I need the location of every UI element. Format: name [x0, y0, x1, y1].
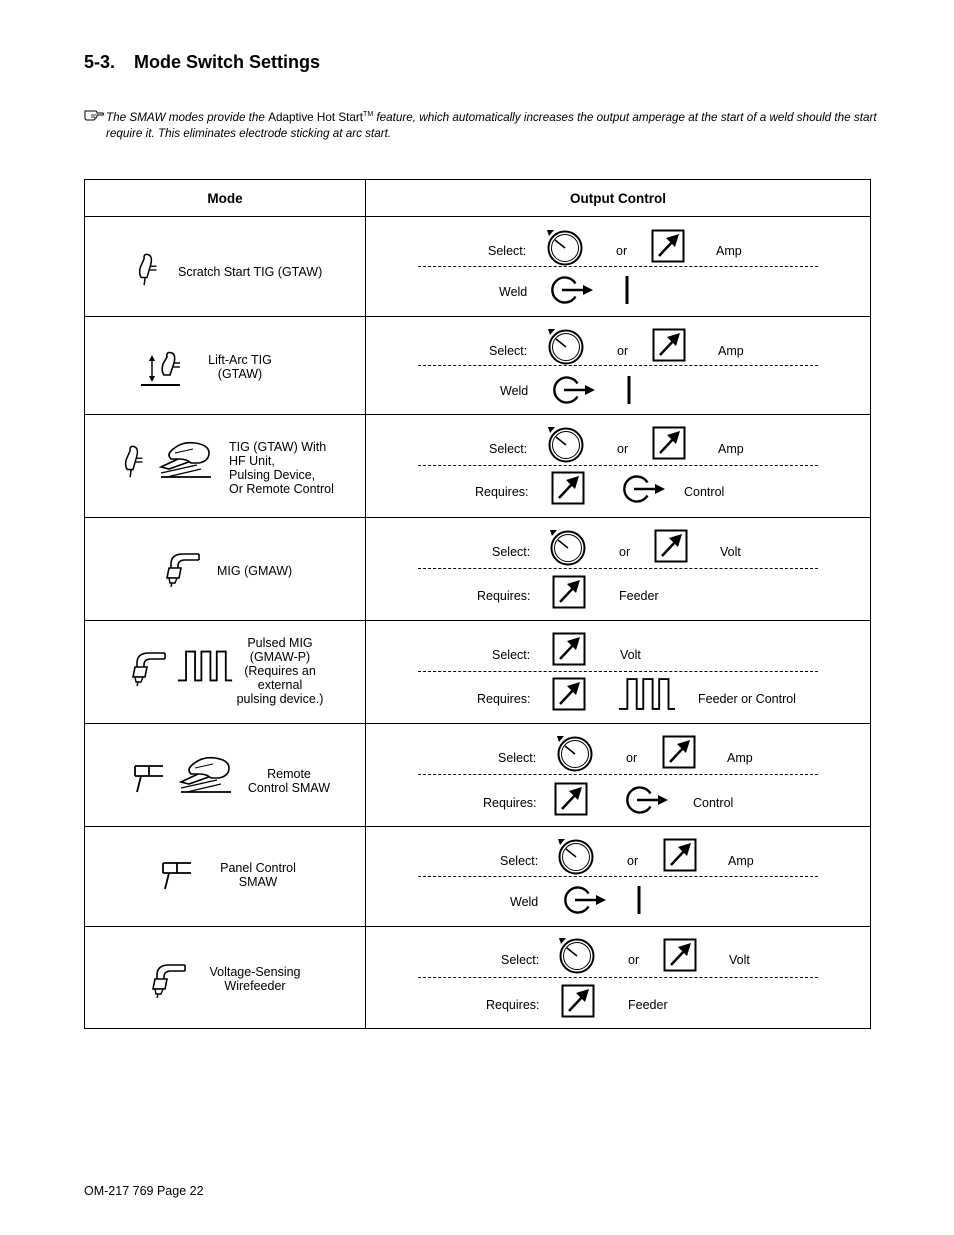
remote-control-icon — [654, 529, 688, 563]
remote-control-icon — [663, 938, 697, 972]
mode-label: TIG (GTAW) With HF Unit, Pulsing Device, Or Remote Control — [229, 440, 334, 496]
output-contactor-icon — [621, 783, 669, 817]
mode-cell — [85, 518, 366, 621]
output-contactor-icon — [618, 472, 666, 506]
panel-knob-icon — [557, 935, 597, 975]
requires-value: Feeder — [628, 998, 668, 1012]
remote-control-icon — [552, 677, 586, 711]
panel-knob-icon — [548, 527, 588, 567]
remote-control-icon — [554, 782, 588, 816]
table-row — [85, 827, 871, 927]
output-contactor-icon — [548, 373, 596, 407]
output-control-cell — [366, 827, 871, 927]
mig-gun-icon — [147, 961, 187, 999]
mig-gun-icon — [161, 550, 201, 588]
requires-value: Control — [684, 485, 725, 499]
requires-label: Requires: — [477, 692, 531, 706]
select-value: Volt — [729, 953, 750, 967]
mode-label: Remote Control SMAW — [247, 767, 331, 795]
select-value: Volt — [720, 545, 741, 559]
select-label: Select: — [492, 648, 531, 662]
divider-line — [418, 568, 818, 569]
mode-label: Pulsed MIG (GMAW-P) (Requires an external pulsing device.) — [236, 636, 324, 706]
mode-cell — [85, 317, 366, 415]
section-title: Mode Switch Settings — [134, 52, 321, 72]
requires-label: Requires: — [477, 589, 531, 603]
requires-label: Requires: — [475, 485, 529, 499]
note-body: feature, which automatically increases the output amperage at the start of a weld should the start require it. This eliminates electrode sticking at arc start. — [106, 110, 877, 140]
mode-cell — [85, 927, 366, 1029]
remote-control-icon — [552, 632, 586, 666]
mode-switch-table — [84, 179, 871, 1029]
weld-label: Weld — [510, 895, 539, 909]
remote-control-icon — [652, 328, 686, 362]
or-label: or — [617, 442, 629, 456]
table-row — [85, 217, 871, 317]
or-label: or — [619, 545, 631, 559]
table-row — [85, 927, 871, 1029]
remote-control-icon — [561, 984, 595, 1018]
remote-control-icon — [652, 426, 686, 460]
foot-pedal-icon — [177, 754, 233, 794]
trademark-mark: TM — [363, 111, 374, 118]
mode-cell — [85, 827, 366, 927]
or-label: or — [626, 751, 638, 765]
output-on-icon — [626, 375, 632, 405]
select-label: Select: — [498, 751, 537, 765]
mode-label: Lift-Arc TIG (GTAW) — [208, 353, 272, 381]
lift-arc-tig-icon — [140, 351, 182, 387]
output-control-cell — [366, 317, 871, 415]
remote-control-icon — [651, 229, 685, 263]
output-on-icon — [624, 275, 630, 305]
mode-label: MIG (GMAW) — [217, 564, 293, 578]
output-control-cell — [366, 724, 871, 827]
output-contactor-icon — [559, 883, 607, 917]
requires-value: Control — [693, 796, 734, 810]
divider-line — [418, 671, 818, 672]
panel-knob-icon — [545, 227, 585, 267]
divider-line — [418, 876, 818, 877]
output-contactor-icon — [546, 273, 594, 307]
mig-gun-icon — [127, 649, 167, 687]
table-row — [85, 621, 871, 724]
section-number: 5-3. — [84, 52, 116, 72]
divider-line — [418, 977, 818, 978]
mode-label: Scratch Start TIG (GTAW) — [178, 265, 323, 279]
output-on-icon — [636, 885, 642, 915]
panel-knob-icon — [546, 326, 586, 366]
divider-line — [418, 774, 818, 775]
output-control-cell — [366, 415, 871, 518]
output-control-cell — [366, 621, 871, 724]
select-label: Select: — [500, 854, 539, 868]
or-label: or — [617, 344, 629, 358]
mode-header: Mode — [85, 180, 366, 217]
panel-knob-icon — [546, 424, 586, 464]
section-heading — [84, 52, 320, 73]
or-label: or — [616, 244, 628, 258]
mode-cell — [85, 621, 366, 724]
select-label: Select: — [501, 953, 540, 967]
page-footer: OM-217 769 Page 22 — [84, 1184, 204, 1198]
pulse-waveform-icon — [177, 649, 233, 683]
divider-line — [418, 266, 818, 267]
select-label: Select: — [489, 442, 528, 456]
mode-cell — [85, 724, 366, 827]
pulse-waveform-icon — [618, 677, 676, 711]
select-value: Amp — [728, 854, 754, 868]
panel-knob-icon — [555, 733, 595, 773]
select-value: Amp — [727, 751, 753, 765]
note-feature: Adaptive Hot Start — [268, 110, 364, 124]
or-label: or — [628, 953, 640, 967]
remote-control-icon — [552, 575, 586, 609]
mode-cell — [85, 217, 366, 317]
requires-value: Feeder — [619, 589, 659, 603]
stick-electrode-icon — [161, 859, 193, 891]
remote-control-icon — [551, 471, 585, 505]
select-label: Select: — [489, 344, 528, 358]
select-label: Select: — [488, 244, 527, 258]
requires-value: Feeder or Control — [698, 692, 796, 706]
output-control-cell — [366, 518, 871, 621]
panel-knob-icon — [556, 836, 596, 876]
table-row — [85, 724, 871, 827]
output-control-cell — [366, 217, 871, 317]
select-value: Volt — [620, 648, 641, 662]
select-value: Amp — [718, 344, 744, 358]
select-value: Amp — [716, 244, 742, 258]
table-row — [85, 518, 871, 621]
stick-electrode-icon — [133, 762, 165, 794]
table-header-row — [85, 180, 871, 217]
gtaw-torch-icon — [123, 445, 143, 479]
table-row — [85, 415, 871, 518]
output-control-header: Output Control — [366, 180, 871, 217]
gtaw-torch-icon — [137, 253, 157, 287]
weld-label: Weld — [500, 384, 529, 398]
divider-line — [418, 465, 818, 466]
or-label: or — [627, 854, 639, 868]
select-label: Select: — [492, 545, 531, 559]
mode-label: Voltage-Sensing Wirefeeder — [209, 965, 301, 993]
mode-cell — [85, 415, 366, 518]
foot-pedal-icon — [157, 439, 213, 479]
table-row — [85, 317, 871, 415]
remote-control-icon — [662, 735, 696, 769]
hot-start-note — [106, 107, 878, 142]
select-value: Amp — [718, 442, 744, 456]
divider-line — [418, 365, 818, 366]
pointing-hand-icon — [84, 106, 104, 122]
requires-label: Requires: — [486, 998, 540, 1012]
output-control-cell — [366, 927, 871, 1029]
mode-label: Panel Control SMAW — [220, 861, 296, 889]
requires-label: Requires: — [483, 796, 537, 810]
weld-label: Weld — [499, 285, 528, 299]
remote-control-icon — [663, 838, 697, 872]
note-lead: The SMAW modes provide the — [106, 110, 265, 124]
